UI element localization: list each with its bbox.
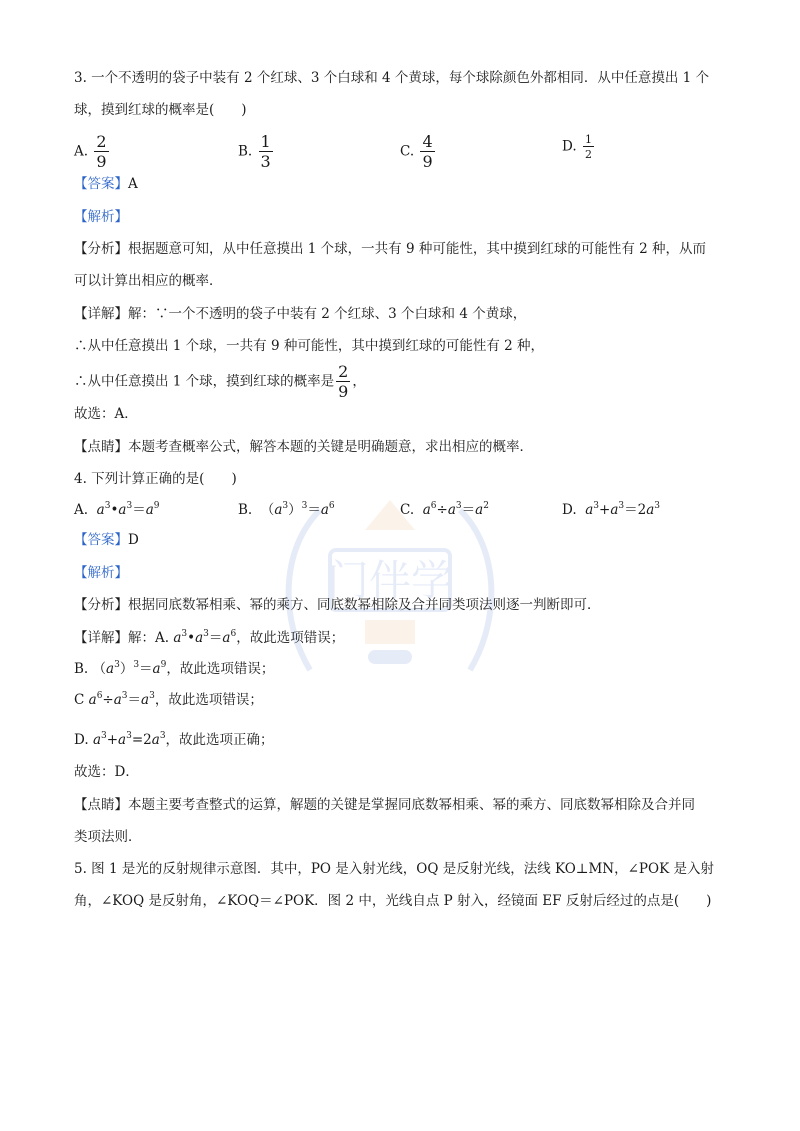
q3-detail-fraction: $\frac{2}{9}$: [338, 362, 349, 401]
q3-comment: 【点睛】本题考查概率公式，解答本题的关键是明确题意，求出相应的概率．: [74, 439, 533, 455]
q4-choose: 故选：D．: [74, 764, 139, 780]
q3-option-c: C. $\frac{4}{9}$: [400, 132, 433, 171]
watermark-text: 门伴学: [326, 556, 454, 605]
q4-answer: 【答案】D: [74, 532, 139, 548]
q3-detail-line3: ∴从中任意摸出 1 个球，摸到红球的概率是 $\frac{2}{9}$ ，: [74, 362, 366, 401]
q3-option-c-fraction: $\frac{4}{9}$: [422, 132, 433, 171]
q5-stem-line2: 角，∠KOQ 是反射角，∠KOQ＝∠POK．图 2 中，光线自点 P 射入，经镜面 EF 反射后经过的点是( ): [74, 893, 712, 909]
q3-choose: 故选：A．: [74, 406, 138, 422]
q3-option-b: B. $\frac{1}{3}$: [238, 132, 271, 171]
q3-answer: 【答案】A: [74, 176, 138, 192]
q3-stem-line2: 球，摸到红球的概率是( ): [74, 102, 247, 118]
q4-option-d: D. $a^3+a^3=2a^3$: [562, 501, 661, 518]
q4-option-a: A. $a^3•a^3=a^9$: [74, 501, 160, 518]
q3-fenxi-line1: 【分析】根据题意可知，从中任意摸出 1 个球，一共有 9 种可能性，其中摸到红球的可能性有 2 种，从而: [74, 241, 707, 257]
q4-detail-d: D. $a^3+a^3=2a^3$，故此选项正确；: [74, 731, 274, 748]
q4-stem: 4. 下列计算正确的是( ): [74, 471, 237, 487]
q4-option-c: C. $a^6\div a^3=a^2$: [400, 501, 489, 518]
q4-comment-line1: 【点睛】本题主要考查整式的运算，解题的关键是掌握同底数幂相乘、幂的乘方、同底数幂相除及合并同: [74, 797, 695, 813]
q4-detail-a: 【详解】解：A. $a^3•a^3=a^6$，故此选项错误；: [74, 629, 345, 646]
q4-detail-c: C $a^6\div a^3=a^3$，故此选项错误；: [74, 691, 263, 708]
q4-fenxi: 【分析】根据同底数幂相乘、幂的乘方、同底数幂相除及合并同类项法则逐一判断即可．: [74, 597, 601, 613]
q3-option-a: A. $\frac{2}{9}$: [74, 132, 107, 171]
q3-analysis-tag: 【解析】: [74, 209, 128, 225]
q4-comment-line2: 类项法则．: [74, 829, 142, 845]
q4-detail-b: B. $(a^3)^3=a^9$，故此选项错误；: [74, 660, 275, 677]
q3-option-d-fraction: $\frac{1}{2}$: [584, 133, 592, 161]
q3-detail-line1: 【详解】解：∵一个不透明的袋子中装有 2 个红球、3 个白球和 4 个黄球，: [74, 306, 527, 322]
q3-stem-line1: 3. 一个不透明的袋子中装有 2 个红球、3 个白球和 4 个黄球，每个球除颜色外都相同．从中任意摸出 1 个: [74, 70, 710, 86]
q4-analysis-tag: 【解析】: [74, 565, 128, 581]
q5-stem-line1: 5. 图 1 是光的反射规律示意图．其中，PO 是入射光线，OQ 是反射光线，法线 KO⊥MN，∠POK 是入射: [74, 861, 714, 877]
q3-fenxi-line2: 可以计算出相应的概率．: [74, 273, 223, 289]
q3-detail-line2: ∴从中任意摸出 1 个球，一共有 9 种可能性，其中摸到红球的可能性有 2 种，: [74, 338, 545, 354]
q3-option-b-fraction: $\frac{1}{3}$: [260, 132, 271, 171]
q3-option-a-fraction: $\frac{2}{9}$: [96, 132, 107, 171]
q3-option-d: D. $\frac{1}{2}$: [562, 133, 592, 161]
q4-option-b: B. $(a^3)^3=a^6$: [238, 501, 335, 518]
